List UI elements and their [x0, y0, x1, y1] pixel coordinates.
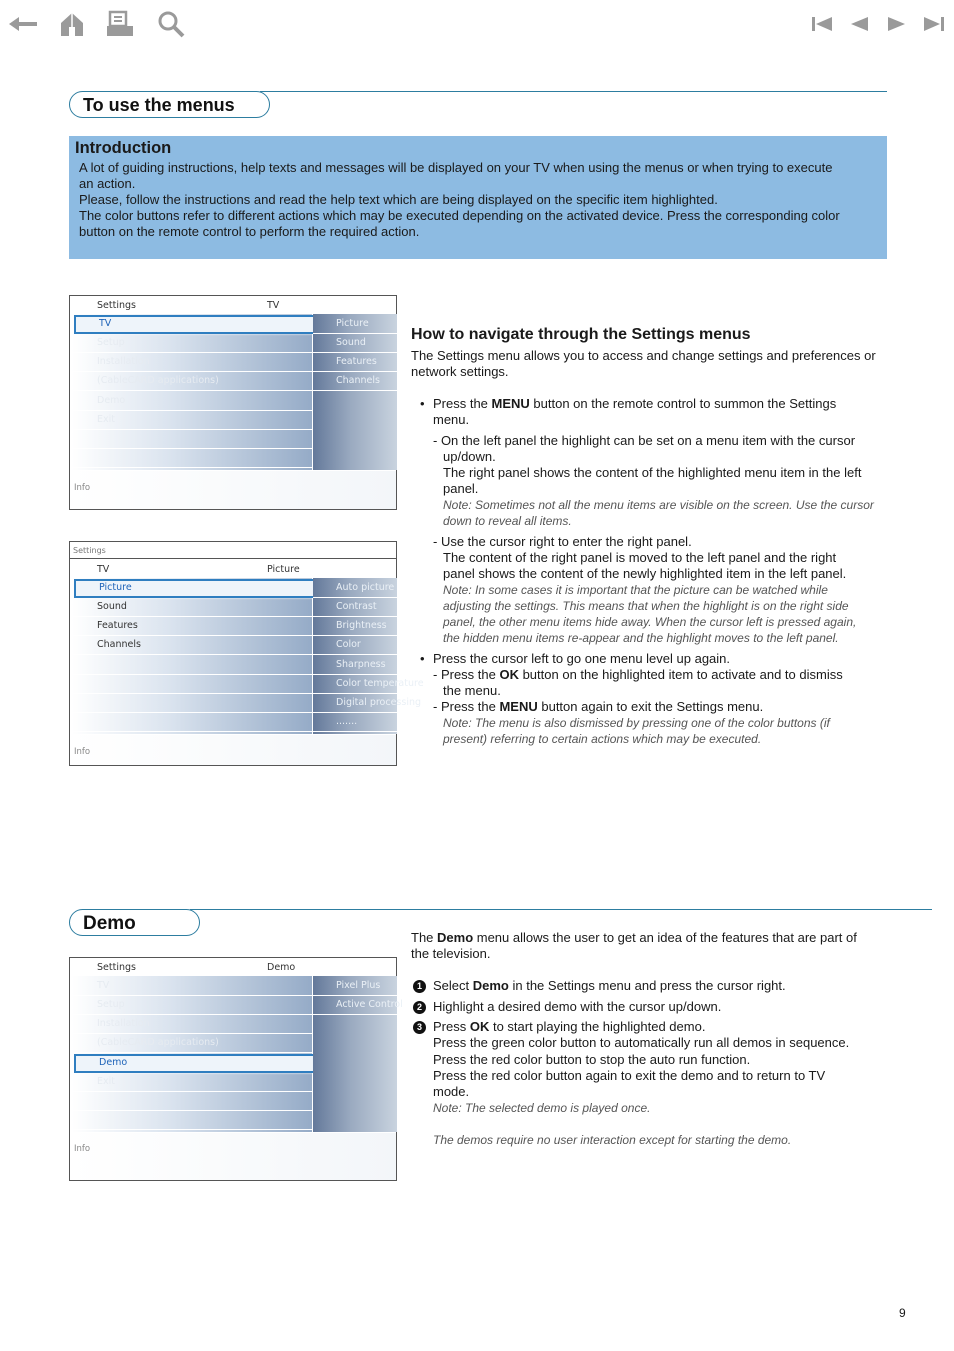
submenu-item: Color temperature	[313, 675, 397, 694]
right-panel-header: Demo	[267, 962, 296, 973]
menu-item: Setup	[72, 334, 312, 353]
step-text: Press the green color button to automatically run all demos in sequence.	[433, 1035, 850, 1050]
bullet: •	[420, 396, 425, 411]
left-panel-header: Settings	[97, 962, 136, 973]
info-label: Info	[74, 483, 91, 493]
menu-item-empty	[72, 1092, 312, 1111]
menu-item: TV	[72, 977, 312, 996]
menu-item-empty	[72, 656, 312, 675]
back-arrow-icon[interactable]	[6, 8, 40, 40]
sub-step: The right panel shows the content of the highlighted menu item in the left	[443, 465, 862, 480]
menu-item: (CableCARD applications)	[72, 1034, 312, 1053]
home-icon[interactable]	[56, 8, 90, 40]
sub-step: The content of the right panel is moved to the left panel and the right	[443, 550, 837, 565]
submenu-item: Contrast	[313, 598, 397, 617]
submenu-item: Channels	[313, 372, 397, 391]
sub-step: panel.	[443, 481, 479, 496]
step-text: mode.	[433, 1084, 470, 1099]
section-rule	[190, 909, 932, 910]
bullet-text: menu.	[433, 412, 470, 427]
sub-step: - Press the MENU button again to exit the Settings menu.	[433, 699, 764, 714]
info-bar	[70, 471, 396, 509]
sub-step: up/down.	[443, 449, 496, 464]
right-panel	[313, 578, 424, 734]
note: present) referring to certain actions which may be executed.	[443, 732, 762, 746]
step-number-1: 1	[413, 980, 426, 993]
menu-item-empty	[72, 675, 312, 694]
menu-item: Sound	[72, 598, 312, 617]
submenu-item: Sound	[313, 334, 397, 353]
sub-step: - On the left panel the highlight can be set on a menu item with the cursor	[433, 433, 856, 448]
bullet-text: Press the cursor left to go one menu level up again.	[433, 651, 731, 666]
submenu-item: Picture	[313, 315, 397, 334]
demo-menu-screenshot	[69, 957, 403, 1181]
paragraph: The Demo menu allows the user to get an idea of the features that are part of	[411, 930, 857, 945]
step-number-2: 2	[413, 1001, 426, 1014]
submenu-item: Brightness	[313, 617, 397, 636]
note: Note: The selected demo is played once.	[433, 1101, 651, 1115]
search-icon[interactable]	[154, 8, 188, 40]
step-number-3: 3	[413, 1021, 426, 1034]
menu-item-highlighted: TV	[74, 315, 315, 334]
left-panel	[72, 976, 312, 1132]
menu-item-empty	[72, 694, 312, 713]
introduction-heading: Introduction	[75, 139, 172, 157]
note: adjusting the settings. This means that when the highlight is on the right side	[443, 599, 849, 613]
intro-line: The color buttons refer to different actions which may be executed depending on the activated device. Press the corresponding color	[79, 208, 840, 223]
intro-line: an action.	[79, 176, 136, 191]
submenu-item: Digital processing	[313, 694, 397, 713]
intro-line: A lot of guiding instructions, help texts and messages will be displayed on your TV when using the menus or when trying to execute	[79, 160, 833, 175]
submenu-item: Color	[313, 636, 397, 655]
right-panel-header: TV	[267, 300, 280, 311]
info-bar	[70, 735, 396, 765]
picture-menu-screenshot	[69, 541, 424, 766]
menu-item: Demo	[72, 392, 312, 411]
menu-item-highlighted: Picture	[74, 579, 315, 598]
menu-item: Setup	[72, 996, 312, 1015]
submenu-item: Features	[313, 353, 397, 372]
submenu-item: .......	[313, 713, 397, 732]
note: the hidden menu items re-appear and the highlight moves to the left panel.	[443, 631, 839, 645]
settings-menu-screenshot	[69, 295, 397, 510]
note: panel, the other menu items hide away. When the cursor left is pressed again,	[443, 615, 857, 629]
menu-item-empty	[72, 713, 312, 732]
menu-item: Channels	[72, 636, 312, 655]
sub-step: the menu.	[443, 683, 501, 698]
step-text: Press the red color button again to exit the demo and to return to TV	[433, 1068, 826, 1083]
menu-item: Exit	[72, 1073, 312, 1092]
previous-page-icon[interactable]	[843, 8, 877, 40]
navigate-heading: How to navigate through the Settings menus	[411, 326, 751, 343]
right-panel	[313, 976, 403, 1132]
submenu-item: Active Control	[313, 996, 397, 1015]
breadcrumb: Settings	[73, 546, 106, 555]
submenu-item: Auto picture	[313, 579, 397, 598]
right-panel-header: Picture	[267, 564, 300, 575]
info-label: Info	[74, 1144, 91, 1154]
page-number: 9	[899, 1306, 906, 1320]
left-panel-header: Settings	[97, 300, 136, 311]
menu-item: Installation	[72, 1015, 312, 1034]
last-page-icon[interactable]	[918, 8, 952, 40]
intro-line: button on the remote control to perform the required action.	[79, 224, 420, 239]
paragraph: the television.	[411, 946, 491, 961]
note: Note: Sometimes not all the menu items are visible on the screen. Use the cursor	[443, 498, 874, 512]
left-panel	[72, 578, 312, 734]
menu-item: Exit	[72, 411, 312, 430]
submenu-item: Sharpness	[313, 656, 397, 675]
left-panel-header: TV	[97, 564, 110, 575]
right-panel	[313, 314, 397, 470]
section-rule	[260, 91, 887, 92]
sub-step: panel shows the content of the newly highlighted item in the left panel.	[443, 566, 847, 581]
sub-step: - Press the OK button on the highlighted item to activate and to dismiss	[433, 667, 843, 682]
bullet: •	[420, 651, 425, 666]
info-label: Info	[74, 747, 91, 757]
sub-step: - Use the cursor right to enter the right panel.	[433, 534, 692, 549]
section-title-demo: Demo	[69, 909, 200, 936]
note: Note: In some cases it is important that the picture can be watched while	[443, 583, 828, 597]
introduction-box	[69, 136, 887, 259]
menu-item: Installation	[72, 353, 312, 372]
menu-item: Features	[72, 617, 312, 636]
step-text: Press the red color button to stop the auto run function.	[433, 1052, 751, 1067]
section-title-use-menus: To use the menus	[69, 91, 270, 118]
menu-item-highlighted: Demo	[74, 1054, 315, 1073]
menu-item-empty	[72, 449, 312, 468]
menu-item-empty	[72, 430, 312, 449]
step-text: Highlight a desired demo with the cursor up/down.	[433, 999, 722, 1014]
step-text: Select Demo in the Settings menu and press the cursor right.	[433, 978, 786, 993]
divider	[70, 558, 396, 559]
intro-line: Please, follow the instructions and read the help text which are being displayed on the specific item highlighted.	[79, 192, 718, 207]
left-panel	[72, 314, 312, 470]
menu-item-empty	[72, 1111, 312, 1130]
submenu-item: Pixel Plus	[313, 977, 397, 996]
step-text: Press OK to start playing the highlighted demo.	[433, 1019, 706, 1034]
menu-item: (CableCARD applications)	[72, 372, 312, 391]
paragraph: network settings.	[411, 364, 509, 379]
paragraph: The Settings menu allows you to access and change settings and preferences or	[411, 348, 876, 363]
note: Note: The menu is also dismissed by pressing one of the color buttons (if	[443, 716, 830, 730]
print-icon[interactable]	[104, 8, 138, 40]
note: down to reveal all items.	[443, 514, 572, 528]
next-page-icon[interactable]	[880, 8, 914, 40]
info-bar	[70, 1133, 396, 1180]
note: The demos require no user interaction except for starting the demo.	[433, 1133, 792, 1147]
first-page-icon[interactable]	[806, 8, 840, 40]
bullet-text: Press the MENU button on the remote control to summon the Settings	[433, 396, 837, 411]
